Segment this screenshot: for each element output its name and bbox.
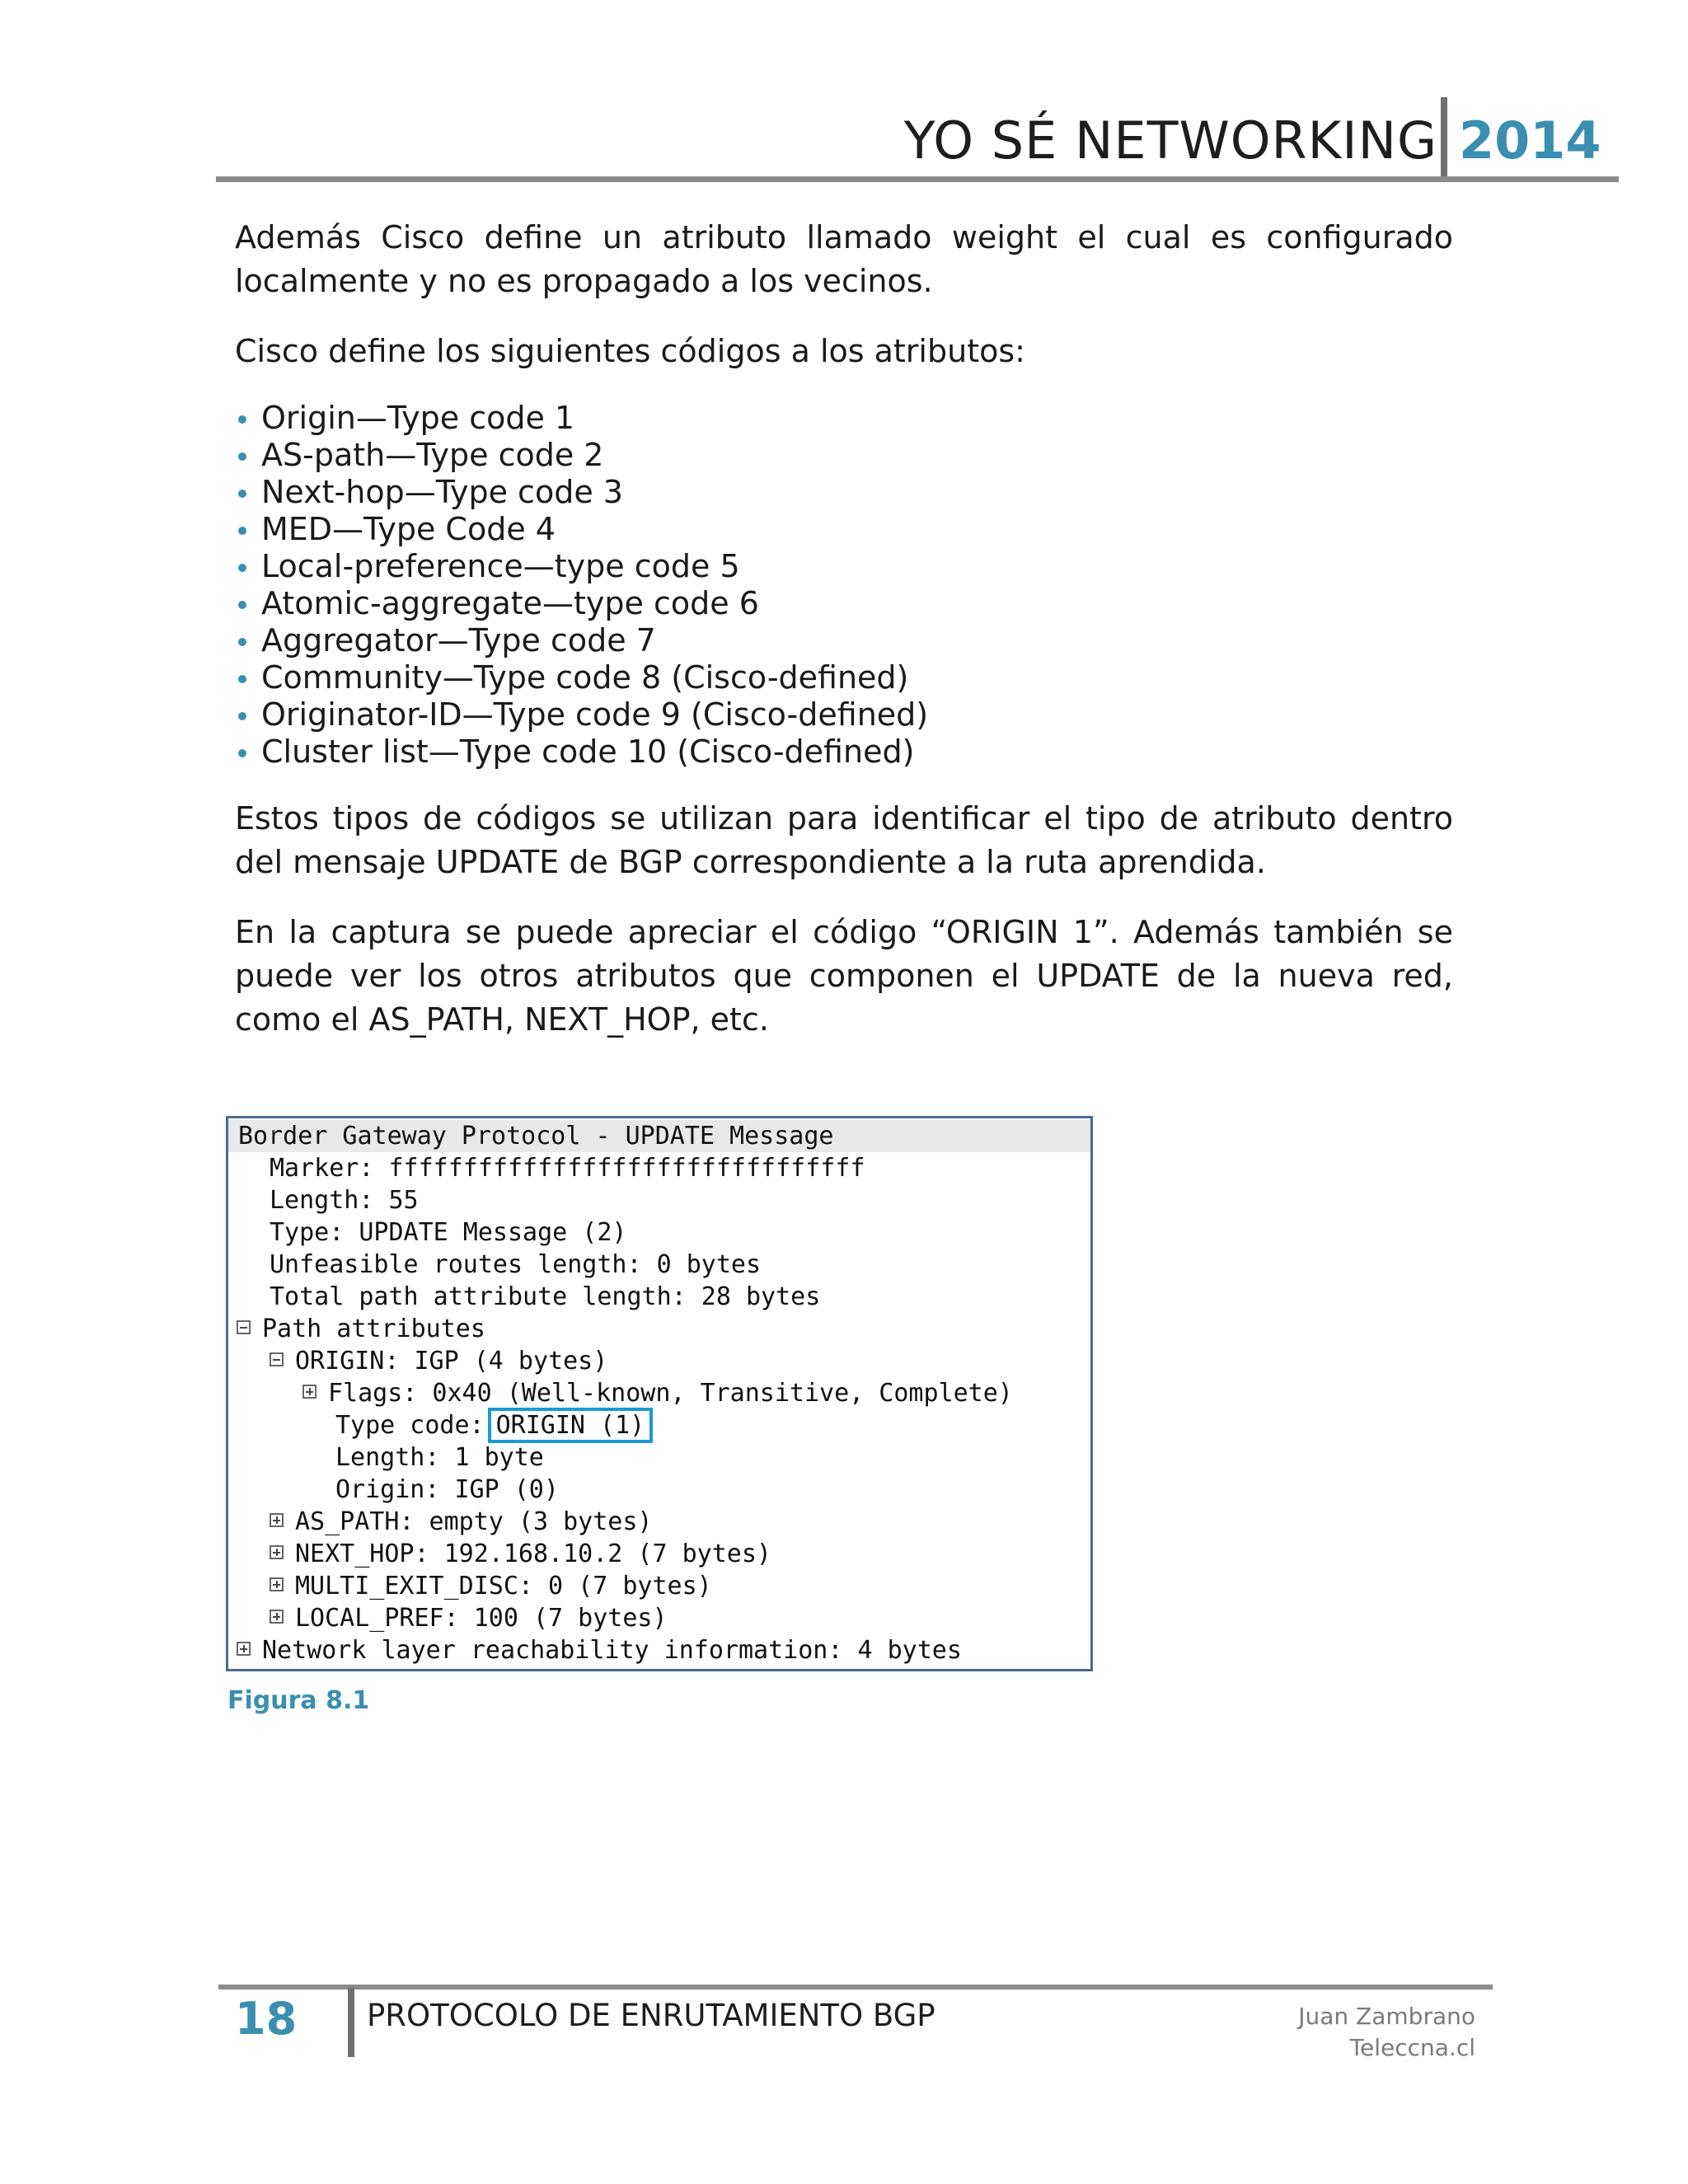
- bgp-header-row: Border Gateway Protocol - UPDATE Message: [228, 1120, 1093, 1152]
- flags-row[interactable]: Flags: 0x40 (Well-known, Transitive, Complete): [302, 1377, 1013, 1409]
- list-item: Originator-ID—Type code 9 (Cisco-defined): [235, 696, 1453, 733]
- attribute-codes-list: [235, 400, 1453, 771]
- as-path-row[interactable]: AS_PATH: empty (3 bytes): [270, 1506, 652, 1538]
- type-row: Type: UPDATE Message (2): [270, 1218, 627, 1247]
- packet-capture-figure: [226, 1116, 1093, 1671]
- list-item: MED—Type Code 4: [235, 511, 1453, 548]
- path-attributes-row[interactable]: Path attributes: [237, 1313, 485, 1345]
- header-year: 2014: [1459, 110, 1601, 171]
- list-item: Origin—Type code 1: [235, 400, 1453, 437]
- length-row: Length: 55: [270, 1186, 419, 1215]
- collapse-icon[interactable]: [270, 1352, 284, 1366]
- list-item: Community—Type code 8 (Cisco-defined): [235, 659, 1453, 696]
- bullet-icon: [238, 638, 246, 646]
- header-title: YO SÉ NETWORKING: [903, 110, 1437, 171]
- local-pref-row[interactable]: LOCAL_PREF: 100 (7 bytes): [270, 1602, 668, 1634]
- bullet-icon: [238, 415, 246, 424]
- marker-row: Marker: ffffffffffffffffffffffffffffffff: [270, 1154, 865, 1183]
- multi-exit-disc-row[interactable]: MULTI_EXIT_DISC: 0 (7 bytes): [270, 1570, 712, 1602]
- expand-icon[interactable]: [270, 1545, 284, 1559]
- paragraph-codes-intro: Cisco define los siguientes códigos a los atributos:: [235, 333, 1025, 369]
- author-name: Juan Zambrano: [1298, 2003, 1475, 2030]
- nlri-row[interactable]: Network layer reachability information: 4 bytes: [237, 1634, 962, 1666]
- bullet-icon: [238, 712, 246, 720]
- header-rule: [216, 176, 1619, 182]
- list-item: AS-path—Type code 2: [235, 437, 1453, 474]
- paragraph-codes-usage: Estos tipos de códigos se utilizan para identificar el tipo de atributo dentro del mensaje UPDATE de BGP correspondiente a la ruta aprendida.: [235, 800, 1453, 880]
- expand-icon[interactable]: [270, 1610, 284, 1624]
- footer-separator: [348, 1988, 354, 2057]
- footer-rule: [218, 1985, 1493, 1990]
- next-hop-row[interactable]: NEXT_HOP: 192.168.10.2 (7 bytes): [270, 1538, 771, 1570]
- expand-icon[interactable]: [237, 1642, 251, 1656]
- book-title: PROTOCOLO DE ENRUTAMIENTO BGP: [367, 1998, 935, 2033]
- origin-row[interactable]: ORIGIN: IGP (4 bytes): [270, 1345, 607, 1377]
- header-separator: [1441, 97, 1447, 180]
- list-item: Local-preference—type code 5: [235, 548, 1453, 585]
- list-item: Next-hop—Type code 3: [235, 474, 1453, 511]
- origin-value-row: Origin: IGP (0): [335, 1475, 559, 1504]
- list-item: Cluster list—Type code 10 (Cisco-defined): [235, 733, 1453, 771]
- expand-icon[interactable]: [270, 1513, 284, 1527]
- unfeasible-row: Unfeasible routes length: 0 bytes: [270, 1250, 762, 1279]
- page-body: [235, 216, 1453, 1068]
- bullet-icon: [238, 675, 246, 683]
- expand-icon[interactable]: [270, 1577, 284, 1591]
- author-site: Teleccna.cl: [1349, 2034, 1475, 2061]
- expand-icon[interactable]: [302, 1385, 316, 1399]
- type-code-row: Type code: ORIGIN (1): [335, 1409, 653, 1441]
- figure-caption: Figura 8.1: [227, 1686, 370, 1715]
- bullet-icon: [238, 490, 246, 498]
- bullet-icon: [238, 749, 246, 757]
- list-item: Atomic-aggregate—type code 6: [235, 585, 1453, 622]
- collapse-icon[interactable]: [237, 1320, 251, 1334]
- type-code-highlight: ORIGIN (1): [488, 1408, 654, 1443]
- bullet-icon: [238, 601, 246, 609]
- list-item: Aggregator—Type code 7: [235, 622, 1453, 659]
- footer-author: [1298, 2001, 1475, 2064]
- paragraph-capture: En la captura se puede apreciar el código “ORIGIN 1”. Además también se puede ver los otros atributos que componen el UPDATE de la nueva red, como el AS_PATH, NEXT_HOP, etc.: [235, 914, 1453, 1038]
- paragraph-weight: Además Cisco define un atributo llamado weight el cual es configurado localmente y no es propagado a los vecinos.: [235, 219, 1453, 299]
- page-number: 18: [235, 1993, 298, 2045]
- origin-length-row: Length: 1 byte: [335, 1443, 544, 1472]
- bullet-icon: [238, 527, 246, 535]
- total-path-row: Total path attribute length: 28 bytes: [270, 1282, 821, 1311]
- bullet-icon: [238, 564, 246, 572]
- bullet-icon: [238, 452, 246, 461]
